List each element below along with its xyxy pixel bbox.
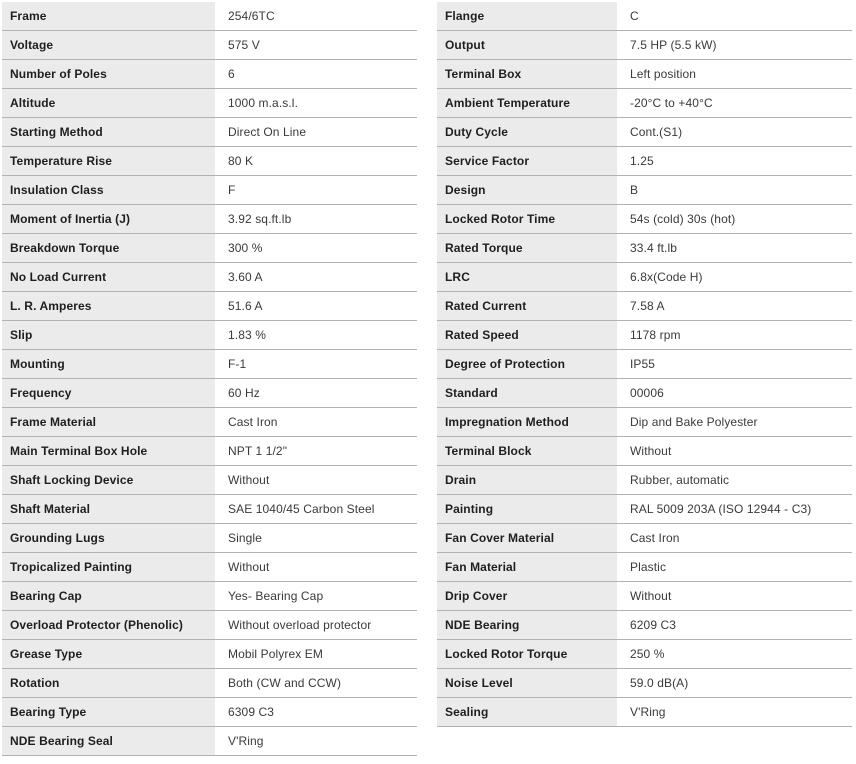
spec-label: Frame Material: [2, 408, 215, 436]
spec-label: Voltage: [2, 31, 215, 59]
spec-row: [2, 466, 417, 495]
spec-value: Left position: [617, 60, 852, 88]
spec-value: 33.4 ft.lb: [617, 234, 852, 262]
spec-row: [437, 263, 852, 292]
spec-value: 1000 m.a.s.l.: [215, 89, 417, 117]
spec-value: 60 Hz: [215, 379, 417, 407]
spec-row: [437, 234, 852, 263]
spec-label: Ambient Temperature: [437, 89, 617, 117]
spec-value: Without: [617, 437, 852, 465]
spec-value: V'Ring: [215, 727, 417, 755]
spec-row: [2, 495, 417, 524]
spec-row: [437, 2, 852, 31]
spec-label: Insulation Class: [2, 176, 215, 204]
spec-label: Slip: [2, 321, 215, 349]
spec-value: 6.8x(Code H): [617, 263, 852, 291]
spec-row: [437, 350, 852, 379]
spec-label: Fan Material: [437, 553, 617, 581]
spec-row: [437, 31, 852, 60]
spec-value: 6209 C3: [617, 611, 852, 639]
spec-row: [437, 611, 852, 640]
spec-value: 59.0 dB(A): [617, 669, 852, 697]
spec-row: [437, 582, 852, 611]
spec-value: -20°C to +40°C: [617, 89, 852, 117]
spec-row: [2, 234, 417, 263]
spec-label: Terminal Block: [437, 437, 617, 465]
spec-value: Mobil Polyrex EM: [215, 640, 417, 668]
spec-value: Cast Iron: [617, 524, 852, 552]
spec-value: 6: [215, 60, 417, 88]
spec-row: [2, 553, 417, 582]
spec-value: 250 %: [617, 640, 852, 668]
spec-row: [2, 669, 417, 698]
spec-row: [2, 698, 417, 727]
spec-row: [2, 437, 417, 466]
spec-label: Impregnation Method: [437, 408, 617, 436]
spec-label: Moment of Inertia (J): [2, 205, 215, 233]
spec-value: 575 V: [215, 31, 417, 59]
spec-row: [437, 60, 852, 89]
spec-row: [2, 611, 417, 640]
spec-row: [2, 147, 417, 176]
spec-row: [437, 292, 852, 321]
spec-value: Both (CW and CCW): [215, 669, 417, 697]
spec-label: Starting Method: [2, 118, 215, 146]
spec-label: Rated Speed: [437, 321, 617, 349]
spec-label: Bearing Cap: [2, 582, 215, 610]
spec-label: Locked Rotor Torque: [437, 640, 617, 668]
spec-row: [2, 60, 417, 89]
spec-row: [437, 205, 852, 234]
spec-value: V'Ring: [617, 698, 852, 726]
spec-table-right: [437, 2, 852, 727]
spec-value: Direct On Line: [215, 118, 417, 146]
spec-row: [2, 640, 417, 669]
spec-label: Flange: [437, 2, 617, 30]
spec-label: Altitude: [2, 89, 215, 117]
spec-value: 6309 C3: [215, 698, 417, 726]
spec-row: [2, 205, 417, 234]
spec-value: 80 K: [215, 147, 417, 175]
spec-label: Drip Cover: [437, 582, 617, 610]
spec-row: [2, 379, 417, 408]
spec-label: Locked Rotor Time: [437, 205, 617, 233]
spec-label: Main Terminal Box Hole: [2, 437, 215, 465]
spec-label: NDE Bearing Seal: [2, 727, 215, 755]
spec-row: [2, 176, 417, 205]
spec-label: No Load Current: [2, 263, 215, 291]
spec-row: [437, 408, 852, 437]
spec-label: Sealing: [437, 698, 617, 726]
spec-row: [2, 524, 417, 553]
spec-label: Degree of Protection: [437, 350, 617, 378]
spec-value: IP55: [617, 350, 852, 378]
spec-row: [2, 263, 417, 292]
spec-row: [2, 350, 417, 379]
spec-label: Shaft Material: [2, 495, 215, 523]
spec-row: [437, 553, 852, 582]
spec-table-left: [2, 2, 417, 756]
spec-label: Breakdown Torque: [2, 234, 215, 262]
spec-value: Without: [215, 553, 417, 581]
spec-label: Frequency: [2, 379, 215, 407]
spec-value: Plastic: [617, 553, 852, 581]
spec-label: Standard: [437, 379, 617, 407]
spec-row: [2, 2, 417, 31]
spec-value: 00006: [617, 379, 852, 407]
spec-row: [2, 321, 417, 350]
spec-label: Number of Poles: [2, 60, 215, 88]
spec-value: Yes- Bearing Cap: [215, 582, 417, 610]
spec-row: [2, 582, 417, 611]
spec-label: Drain: [437, 466, 617, 494]
spec-row: [2, 727, 417, 756]
spec-row: [437, 640, 852, 669]
spec-label: Rotation: [2, 669, 215, 697]
spec-row: [437, 321, 852, 350]
spec-label: Overload Protector (Phenolic): [2, 611, 215, 639]
spec-label: NDE Bearing: [437, 611, 617, 639]
spec-value: F: [215, 176, 417, 204]
spec-row: [2, 408, 417, 437]
spec-row: [2, 118, 417, 147]
spec-value: Cont.(S1): [617, 118, 852, 146]
spec-value: B: [617, 176, 852, 204]
spec-value: 3.60 A: [215, 263, 417, 291]
spec-value: 1.83 %: [215, 321, 417, 349]
spec-value: 254/6TC: [215, 2, 417, 30]
spec-label: L. R. Amperes: [2, 292, 215, 320]
spec-value: 7.58 A: [617, 292, 852, 320]
spec-value: SAE 1040/45 Carbon Steel: [215, 495, 417, 523]
spec-label: Terminal Box: [437, 60, 617, 88]
spec-value: NPT 1 1/2": [215, 437, 417, 465]
spec-row: [437, 669, 852, 698]
spec-value: F-1: [215, 350, 417, 378]
spec-row: [437, 495, 852, 524]
spec-value: 51.6 A: [215, 292, 417, 320]
spec-row: [437, 466, 852, 495]
spec-row: [437, 147, 852, 176]
spec-label: Noise Level: [437, 669, 617, 697]
spec-label: Mounting: [2, 350, 215, 378]
spec-row: [437, 89, 852, 118]
spec-label: Tropicalized Painting: [2, 553, 215, 581]
spec-label: Service Factor: [437, 147, 617, 175]
spec-value: Without: [215, 466, 417, 494]
spec-label: Temperature Rise: [2, 147, 215, 175]
spec-label: Rated Current: [437, 292, 617, 320]
spec-label: Fan Cover Material: [437, 524, 617, 552]
spec-label: Shaft Locking Device: [2, 466, 215, 494]
spec-value: 54s (cold) 30s (hot): [617, 205, 852, 233]
spec-label: Output: [437, 31, 617, 59]
spec-row: [437, 176, 852, 205]
spec-row: [437, 379, 852, 408]
spec-value: 1.25: [617, 147, 852, 175]
spec-label: Design: [437, 176, 617, 204]
spec-row: [2, 89, 417, 118]
spec-label: Grounding Lugs: [2, 524, 215, 552]
spec-value: Cast Iron: [215, 408, 417, 436]
spec-value: Rubber, automatic: [617, 466, 852, 494]
spec-label: Rated Torque: [437, 234, 617, 262]
spec-value: Single: [215, 524, 417, 552]
spec-value: Without overload protector: [215, 611, 417, 639]
spec-row: [437, 524, 852, 553]
spec-label: Duty Cycle: [437, 118, 617, 146]
spec-value: 7.5 HP (5.5 kW): [617, 31, 852, 59]
spec-value: 3.92 sq.ft.lb: [215, 205, 417, 233]
spec-row: [437, 698, 852, 727]
spec-value: Without: [617, 582, 852, 610]
spec-label: Bearing Type: [2, 698, 215, 726]
spec-label: LRC: [437, 263, 617, 291]
spec-value: RAL 5009 203A (ISO 12944 - C3): [617, 495, 852, 523]
spec-value: 1178 rpm: [617, 321, 852, 349]
spec-label: Frame: [2, 2, 215, 30]
spec-row: [2, 31, 417, 60]
spec-label: Painting: [437, 495, 617, 523]
spec-value: 300 %: [215, 234, 417, 262]
spec-row: [437, 437, 852, 466]
spec-value: C: [617, 2, 852, 30]
spec-row: [2, 292, 417, 321]
spec-row: [437, 118, 852, 147]
spec-label: Grease Type: [2, 640, 215, 668]
spec-value: Dip and Bake Polyester: [617, 408, 852, 436]
